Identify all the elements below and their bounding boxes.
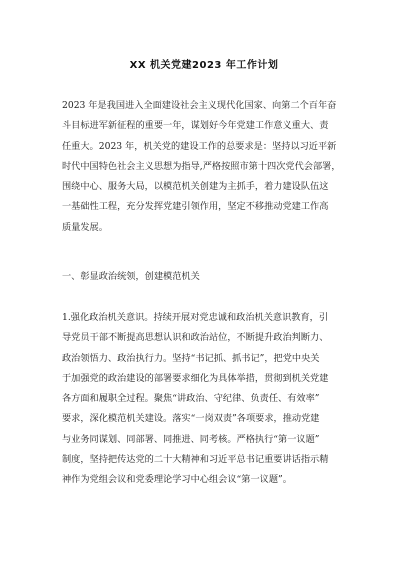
item-1-line: 导党员干部不断提高思想认识和政治站位，不断提升政治判断力、: [62, 332, 329, 344]
intro-line: 一基础性工程，充分发挥党建引领作用，坚定不移推动党建工作高: [62, 201, 329, 213]
intro-paragraph: [62, 96, 347, 238]
intro-line: 2023 年是我国进入全面建设社会主义现代化国家、向第二个百年奋: [62, 100, 337, 111]
intro-line: 时代中国特色社会主义思想为指导,严格按照市第十四次党代会部署，: [62, 160, 341, 172]
intro-line: 围绕中心、服务大局，以模范机关创建为主抓手，着力建设队伍这: [62, 181, 329, 193]
item-1-line: 与业务同谋划、同部署、同推进、同考核。严格执行“第一议题”: [62, 433, 320, 445]
item-1-line: 制度，坚持把传达党的二十大精神和习近平总书记重要讲话指示精: [62, 454, 329, 466]
item-1-line: 1.强化政治机关意识。持续开展对党忠诚和政治机关意识教育，引: [62, 312, 329, 323]
document-title: XX 机关党建2023 年工作计划: [129, 60, 279, 71]
item-1-line: 政治领悟力、政治执行力。坚持“书记抓、抓书记”，把党中央关: [62, 352, 320, 364]
item-1-line: 于加强党的政治建设的部署要求细化为具体举措，贯彻到机关党建: [62, 372, 329, 384]
item-1-line: 要求，深化模范机关建设。落实“一岗双责”各项要求，推动党建: [62, 413, 320, 425]
item-1-line: 神作为党组会议和党委理论学习中心组会议“第一议题”。: [62, 474, 292, 486]
item-1-line: 各方面和履职全过程。聚焦“讲政治、守纪律、负责任、有效率”: [62, 393, 320, 405]
section-heading: 一、彰显政治统领，创建模范机关: [62, 271, 200, 282]
item-1-paragraph: [62, 308, 347, 491]
intro-line: 质量发展。: [62, 221, 108, 233]
intro-line: 任重大。2023 年，机关党的建设工作的总要求是：坚持以习近平新: [62, 140, 337, 152]
intro-line: 斗目标进军新征程的重要一年，谋划好今年党建工作意义重大、责: [62, 120, 329, 132]
